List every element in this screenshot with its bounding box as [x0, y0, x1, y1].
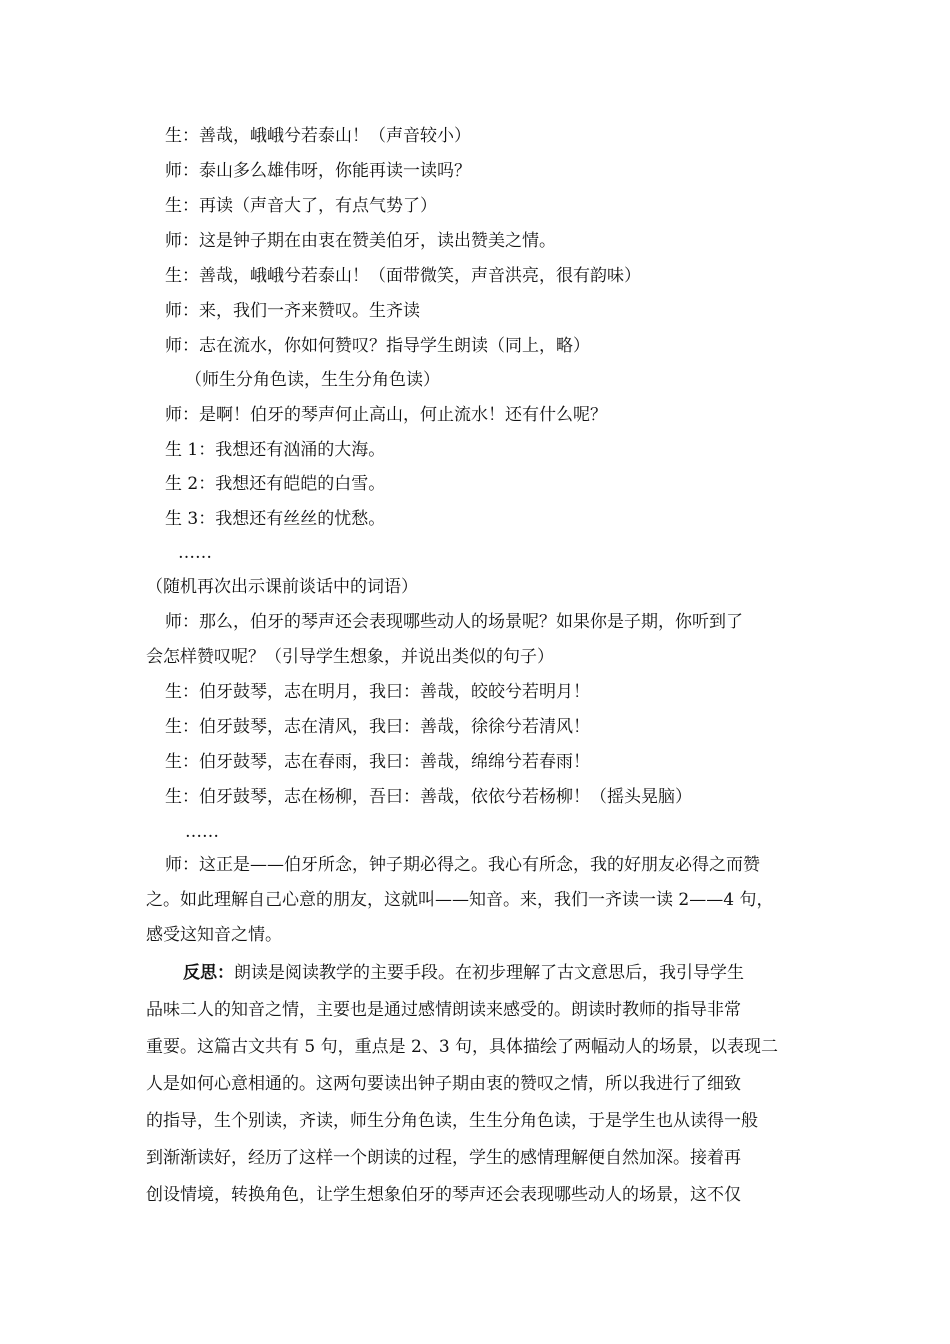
reflection-line: 重要。这篇古文共有 5 句，重点是 2、3 句，具体描绘了两幅动人的场景，以表现二 [146, 1037, 779, 1057]
dialogue-line: 感受这知音之情。 [146, 925, 282, 945]
dialogue-line: 师：这正是——伯牙所念，钟子期必得之。我心有所念，我的好朋友必得之而赞 [165, 855, 760, 875]
reflection-first-line [183, 962, 744, 984]
dialogue-line: 之。如此理解自己心意的朋友，这就叫——知音。来，我们一齐读一读 2——4 句， [146, 890, 774, 910]
dialogue-line: 生：伯牙鼓琴，志在春雨，我曰：善哉，绵绵兮若春雨！ [165, 752, 590, 772]
dialogue-line: 师：这是钟子期在由衷在赞美伯牙，读出赞美之情。 [165, 231, 556, 251]
dialogue-line: 生 2：我想还有皑皑的白雪。 [165, 474, 386, 494]
dialogue-line: 生：伯牙鼓琴，志在清风，我曰：善哉，徐徐兮若清风！ [165, 717, 590, 737]
stage-direction: （师生分角色读，生生分角色读） [185, 370, 440, 390]
ellipsis: …… [185, 822, 219, 842]
dialogue-line: 师：是啊！伯牙的琴声何止高山，何止流水！还有什么呢？ [165, 405, 607, 425]
dialogue-line: 生 3：我想还有丝丝的忧愁。 [165, 509, 386, 529]
reflection-line: 到渐渐读好，经历了这样一个朗读的过程，学生的感情理解便自然加深。接着再 [146, 1148, 741, 1168]
reflection-line: 人是如何心意相通的。这两句要读出钟子期由衷的赞叹之情，所以我进行了细致 [146, 1074, 741, 1094]
dialogue-line: 生：善哉，峨峨兮若泰山！（声音较小） [165, 126, 471, 146]
reflection-text: 朗读是阅读教学的主要手段。在初步理解了古文意思后，我引导学生 [234, 963, 744, 983]
dialogue-line: 会怎样赞叹呢？（引导学生想象，并说出类似的句子） [146, 647, 554, 667]
dialogue-line: 师：泰山多么雄伟呀，你能再读一读吗？ [165, 161, 471, 181]
stage-direction: （随机再次出示课前谈话中的词语） [146, 577, 418, 597]
dialogue-line: 师：志在流水，你如何赞叹？指导学生朗读（同上，略） [165, 336, 590, 356]
reflection-line: 创设情境，转换角色，让学生想象伯牙的琴声还会表现哪些动人的场景，这不仅 [146, 1185, 741, 1205]
dialogue-line: 生：再读（声音大了，有点气势了） [165, 196, 437, 216]
reflection-line: 的指导，生个别读，齐读，师生分角色读，生生分角色读，于是学生也从读得一般 [146, 1111, 758, 1131]
dialogue-line: 生：伯牙鼓琴，志在杨柳，吾曰：善哉，依依兮若杨柳！（摇头晃脑） [165, 787, 692, 807]
dialogue-line: 生：伯牙鼓琴，志在明月，我曰：善哉，皎皎兮若明月！ [165, 682, 590, 702]
reflection-line: 品味二人的知音之情，主要也是通过感情朗读来感受的。朗读时教师的指导非常 [146, 1000, 741, 1020]
dialogue-line: 师：来，我们一齐来赞叹。生齐读 [165, 301, 420, 321]
dialogue-line: 生 1：我想还有汹涌的大海。 [165, 440, 386, 460]
ellipsis: …… [178, 543, 212, 563]
dialogue-line: 师：那么，伯牙的琴声还会表现哪些动人的场景呢？如果你是子期，你听到了 [165, 612, 743, 632]
reflection-label: 反思： [183, 963, 234, 983]
dialogue-line: 生：善哉，峨峨兮若泰山！（面带微笑，声音洪亮，很有韵味） [165, 266, 641, 286]
